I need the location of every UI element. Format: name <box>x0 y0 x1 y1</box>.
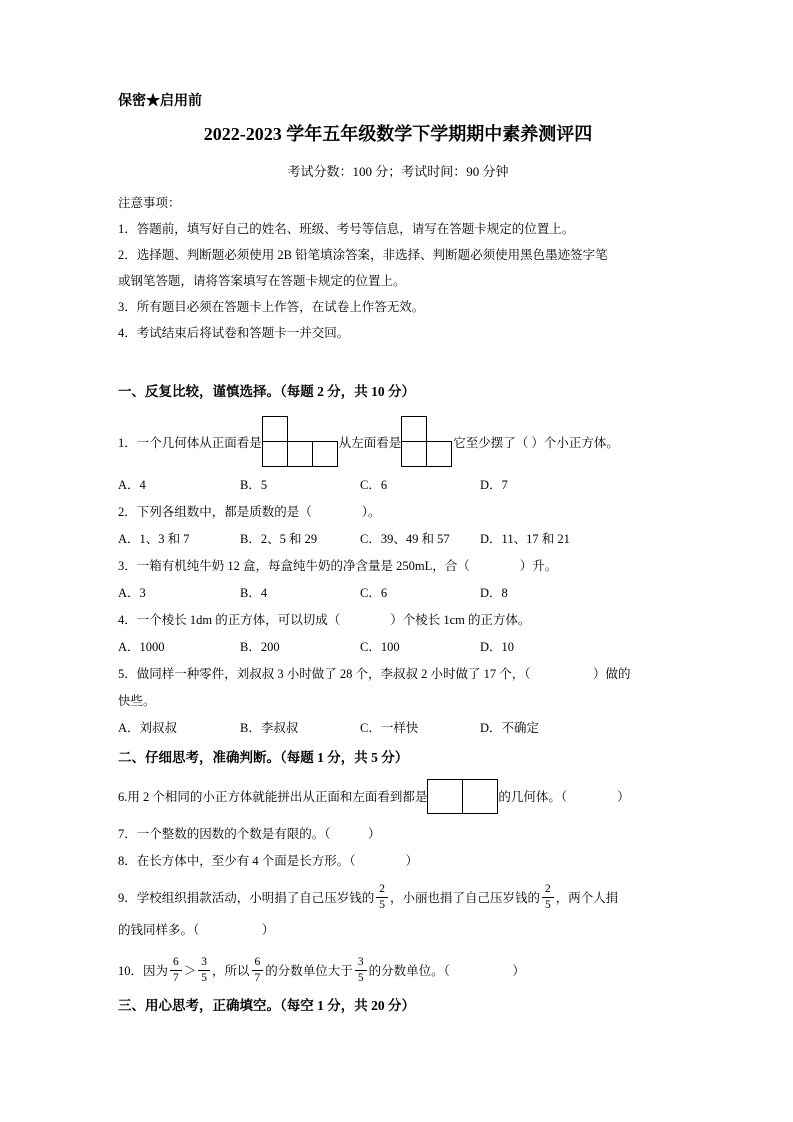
question-9-line2: 的钱同样多。（ ） <box>118 923 275 937</box>
option-d: D．11、17 和 21 <box>480 532 570 546</box>
question-5-options <box>118 715 678 742</box>
question-9-text: 9．学校组织捐款活动，小明捐了自己压岁钱的 <box>118 891 375 905</box>
section-1-heading: 一、反复比较，谨慎选择。（每题 2 分，共 10 分） <box>118 384 415 399</box>
question-1-text-suffix: 它至少摆了（ ）个小正方体。 <box>453 436 619 450</box>
question-9-text: ，小丽也捐了自己压岁钱的 <box>390 891 541 905</box>
question-10-text: 10．因为 <box>118 964 169 978</box>
option-c: C．39、49 和 57 <box>360 532 450 546</box>
question-10-text: ，所以 <box>212 964 250 978</box>
option-a: A．刘叔叔 <box>118 721 178 735</box>
confidential-notice: 保密★启用前 <box>118 94 202 109</box>
section-3-heading: 三、用心思考，正确填空。（每空 1 分，共 20 分） <box>118 998 415 1013</box>
fraction-two-fifths: $\frac{2}{5}$ <box>542 883 554 912</box>
option-d: D．7 <box>480 478 508 492</box>
question-3: 3．一箱有机纯牛奶 12 盒，每盒纯牛奶的净含量是 250mL，合（ ）升。 <box>118 559 558 573</box>
option-d: D．8 <box>480 586 508 600</box>
two-square-view-diagram <box>427 779 498 814</box>
note-line-4: 4．考试结束后将试卷和答题卡一并交回。 <box>118 326 350 340</box>
question-9-line1 <box>118 877 678 917</box>
question-5-line1: 5．做同样一种零件，刘叔叔 3 小时做了 28 个，李叔叔 2 小时做了 17 个，（ ）做的 <box>118 667 631 681</box>
question-6-text-prefix: 6.用 2 个相同的小正方体就能拼出从正面和左面看到都是 <box>118 790 428 804</box>
option-b: B．2、5 和 29 <box>240 532 318 546</box>
question-1 <box>118 416 678 468</box>
question-6 <box>118 778 678 814</box>
fraction-three-fifths: $\frac{3}{5}$ <box>198 956 210 985</box>
left-view-diagram <box>401 416 453 468</box>
exam-info: 考试分数：100 分；考试时间：90 分钟 <box>287 164 509 179</box>
option-b: B．4 <box>240 586 268 600</box>
fraction-three-fifths: $\frac{3}{5}$ <box>355 956 367 985</box>
note-line-2b: 或钢笔答题，请将答案填写在答题卡规定的位置上。 <box>118 274 406 288</box>
note-line-1: 1．答题前，填写好自己的姓名、班级、考号等信息，请写在答题卡规定的位置上。 <box>118 222 575 236</box>
question-7: 7．一个整数的因数的个数是有限的。（ ） <box>118 827 381 841</box>
question-5-line2: 快些。 <box>118 694 156 708</box>
question-10 <box>118 950 678 990</box>
question-8: 8．在长方体中，至少有 4 个面是长方形。（ ） <box>118 854 419 868</box>
option-c: C．6 <box>360 586 388 600</box>
question-3-options <box>118 580 678 607</box>
option-a: A．1、3 和 7 <box>118 532 190 546</box>
option-b: B．200 <box>240 640 280 654</box>
fraction-two-fifths: $\frac{2}{5}$ <box>376 883 388 912</box>
front-view-diagram <box>262 416 339 468</box>
question-1-options <box>118 471 678 499</box>
question-9-text: ，两个人捐 <box>555 891 619 905</box>
page-title: 2022-2023 学年五年级数学下学期期中素养测评四 <box>203 124 593 144</box>
question-1-text-prefix: 1．一个几何体从正面看是 <box>118 436 262 450</box>
option-c: C．一样快 <box>360 721 419 735</box>
fraction-six-sevenths: $\frac{6}{7}$ <box>170 956 182 985</box>
question-10-text: 的分数单位大于 <box>265 964 353 978</box>
option-a: A．4 <box>118 478 146 492</box>
note-line-3: 3．所有题目必须在答题卡上作答，在试卷上作答无效。 <box>118 300 425 314</box>
option-d: D．10 <box>480 640 515 654</box>
question-6-text-suffix: 的几何体。（ ） <box>498 790 630 804</box>
option-c: C．100 <box>360 640 400 654</box>
question-4-options <box>118 634 678 661</box>
question-10-text: 的分数单位。（ ） <box>368 964 525 978</box>
question-1-text-middle: 从左面看是 <box>338 436 402 450</box>
option-b: B．李叔叔 <box>240 721 299 735</box>
question-2-options <box>118 526 678 553</box>
question-2: 2．下列各组数中，都是质数的是（ ）。 <box>118 505 381 519</box>
notes-block <box>118 190 678 346</box>
section-2-heading: 二、仔细思考，准确判断。（每题 1 分，共 5 分） <box>118 750 409 765</box>
option-d: D．不确定 <box>480 721 540 735</box>
fraction-six-sevenths: $\frac{6}{7}$ <box>252 956 264 985</box>
note-line-2a: 2．选择题、判断题必须使用 2B 铅笔填涂答案，非选择、判断题必须使用黑色墨迹签字笔 <box>118 248 608 262</box>
option-c: C．6 <box>360 478 388 492</box>
greater-than-sign: ＞ <box>183 964 197 978</box>
option-b: B．5 <box>240 478 268 492</box>
option-a: A．1000 <box>118 640 165 654</box>
option-a: A．3 <box>118 586 146 600</box>
notes-heading: 注意事项： <box>118 196 181 210</box>
question-4: 4．一个棱长 1dm 的正方体，可以切成（ ）个棱长 1cm 的正方体。 <box>118 613 531 627</box>
